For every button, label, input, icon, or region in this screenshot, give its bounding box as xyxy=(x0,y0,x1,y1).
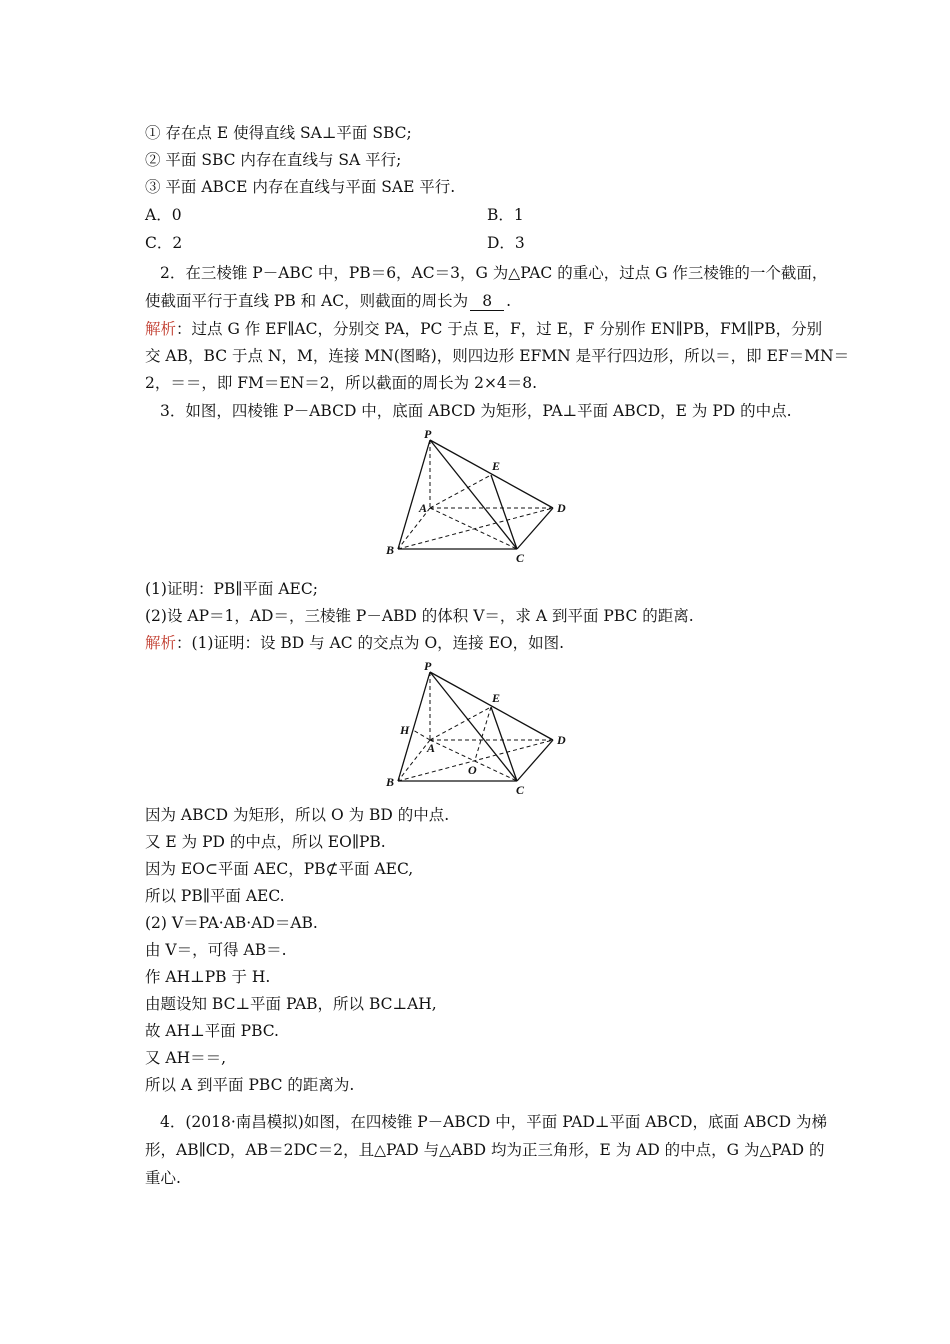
fig1-label-p: P xyxy=(424,428,432,441)
q1-option-b: B．1 xyxy=(487,206,524,224)
q2-solution-line-3: 2，＝＝，即 FM＝EN＝2，所以截面的周长为 2×4＝8. xyxy=(145,374,538,392)
fig1-label-a: A xyxy=(419,501,428,515)
q3-step: 所以 PB∥平面 AEC. xyxy=(145,887,285,905)
fig1-label-b: B xyxy=(386,543,395,557)
q4-stem-line-3: 重心. xyxy=(145,1169,181,1187)
q2-stem-line-2 xyxy=(145,288,815,314)
fig2-label-p: P xyxy=(424,660,432,673)
q3-stem: 3．如图，四棱锥 P－ABCD 中，底面 ABCD 为矩形，PA⊥平面 ABCD，E 为 PD 的中点. xyxy=(160,402,792,420)
q1-statement-2: ② 平面 SBC 内存在直线与 SA 平行; xyxy=(145,151,402,169)
q3-step: 因为 ABCD 为矩形，所以 O 为 BD 的中点. xyxy=(145,806,450,824)
q3-figure-2 xyxy=(380,660,580,800)
q4-stem-line-1: 4．(2018·南昌模拟)如图，在四棱锥 P－ABCD 中，平面 PAD⊥平面 ABCD，底面 ABCD 为梯 xyxy=(160,1113,828,1131)
fig1-label-c: C xyxy=(516,551,525,565)
q3-part-1: (1)证明：PB∥平面 AEC; xyxy=(145,580,318,598)
q3-step: 因为 EO⊂平面 AEC，PB⊄平面 AEC, xyxy=(145,860,414,878)
fig2-label-c: C xyxy=(516,783,525,797)
q2-solution-line-1 xyxy=(145,316,823,342)
fig2-label-a: A xyxy=(427,741,436,755)
q1-statement-3: ③ 平面 ABCE 内存在直线与平面 SAE 平行. xyxy=(145,178,456,196)
q1-option-a: A．0 xyxy=(145,206,182,224)
fig2-label-h: H xyxy=(400,723,410,737)
q3-solution-text: ：(1)证明：设 BD 与 AC 的交点为 O，连接 EO，如图. xyxy=(176,634,565,652)
q2-stem-text: 使截面平行于直线 PB 和 AC，则截面的周长为 xyxy=(145,292,469,310)
q2-solution-line-2: 交 AB，BC 于点 N，M，连接 MN(图略)，则四边形 EFMN 是平行四边形，所以＝，即 EF＝MN＝ xyxy=(145,347,850,365)
q1-option-c: C．2 xyxy=(145,234,183,252)
q3-step: 由 V＝，可得 AB＝. xyxy=(145,941,287,959)
jiexi-label: 解析 xyxy=(145,634,177,652)
q3-step: 故 AH⊥平面 PBC. xyxy=(145,1022,279,1040)
q2-stem-end: . xyxy=(506,292,512,310)
q3-step: 又 E 为 PD 的中点，所以 EO∥PB. xyxy=(145,833,386,851)
q2-stem-line-1: 2．在三棱锥 P－ABC 中，PB＝6，AC＝3，G 为△PAC 的重心，过点 G 作三棱锥的一个截面， xyxy=(160,264,828,282)
q3-step: 所以 A 到平面 PBC 的距离为. xyxy=(145,1076,355,1094)
q1-option-d: D．3 xyxy=(487,234,525,252)
q3-step: (2) V＝PA·AB·AD＝AB. xyxy=(145,914,318,932)
q2-solution-text: ：过点 G 作 EF∥AC，分别交 PA，PC 于点 E，F，过 E，F 分别作 EN∥PB，FM∥PB，分别 xyxy=(176,320,823,338)
q4-stem-line-2: 形，AB∥CD，AB＝2DC＝2，且△PAD 与△ABD 均为正三角形，E 为 AD 的中点，G 为△PAD 的 xyxy=(145,1141,825,1159)
q3-step: 作 AH⊥PB 于 H. xyxy=(145,968,271,986)
fig2-label-e: E xyxy=(492,691,501,705)
q3-part-2: (2)设 AP＝1，AD＝，三棱锥 P－ABD 的体积 V＝，求 A 到平面 PBC 的距离. xyxy=(145,607,694,625)
q3-step: 由题设知 BC⊥平面 PAB，所以 BC⊥AH, xyxy=(145,995,437,1013)
fig1-label-e: E xyxy=(492,459,501,473)
fig1-label-d: D xyxy=(557,501,566,515)
q3-step: 又 AH＝＝, xyxy=(145,1049,227,1067)
fig2-label-o: O xyxy=(468,763,477,777)
q3-solution-intro xyxy=(145,630,815,656)
q2-answer-blank: 8 xyxy=(470,292,504,311)
fig2-label-d: D xyxy=(557,733,566,747)
jiexi-label: 解析 xyxy=(145,320,177,338)
q3-figure-1 xyxy=(380,428,580,568)
fig2-label-b: B xyxy=(386,775,395,789)
q1-statement-1: ① 存在点 E 使得直线 SA⊥平面 SBC; xyxy=(145,124,412,142)
